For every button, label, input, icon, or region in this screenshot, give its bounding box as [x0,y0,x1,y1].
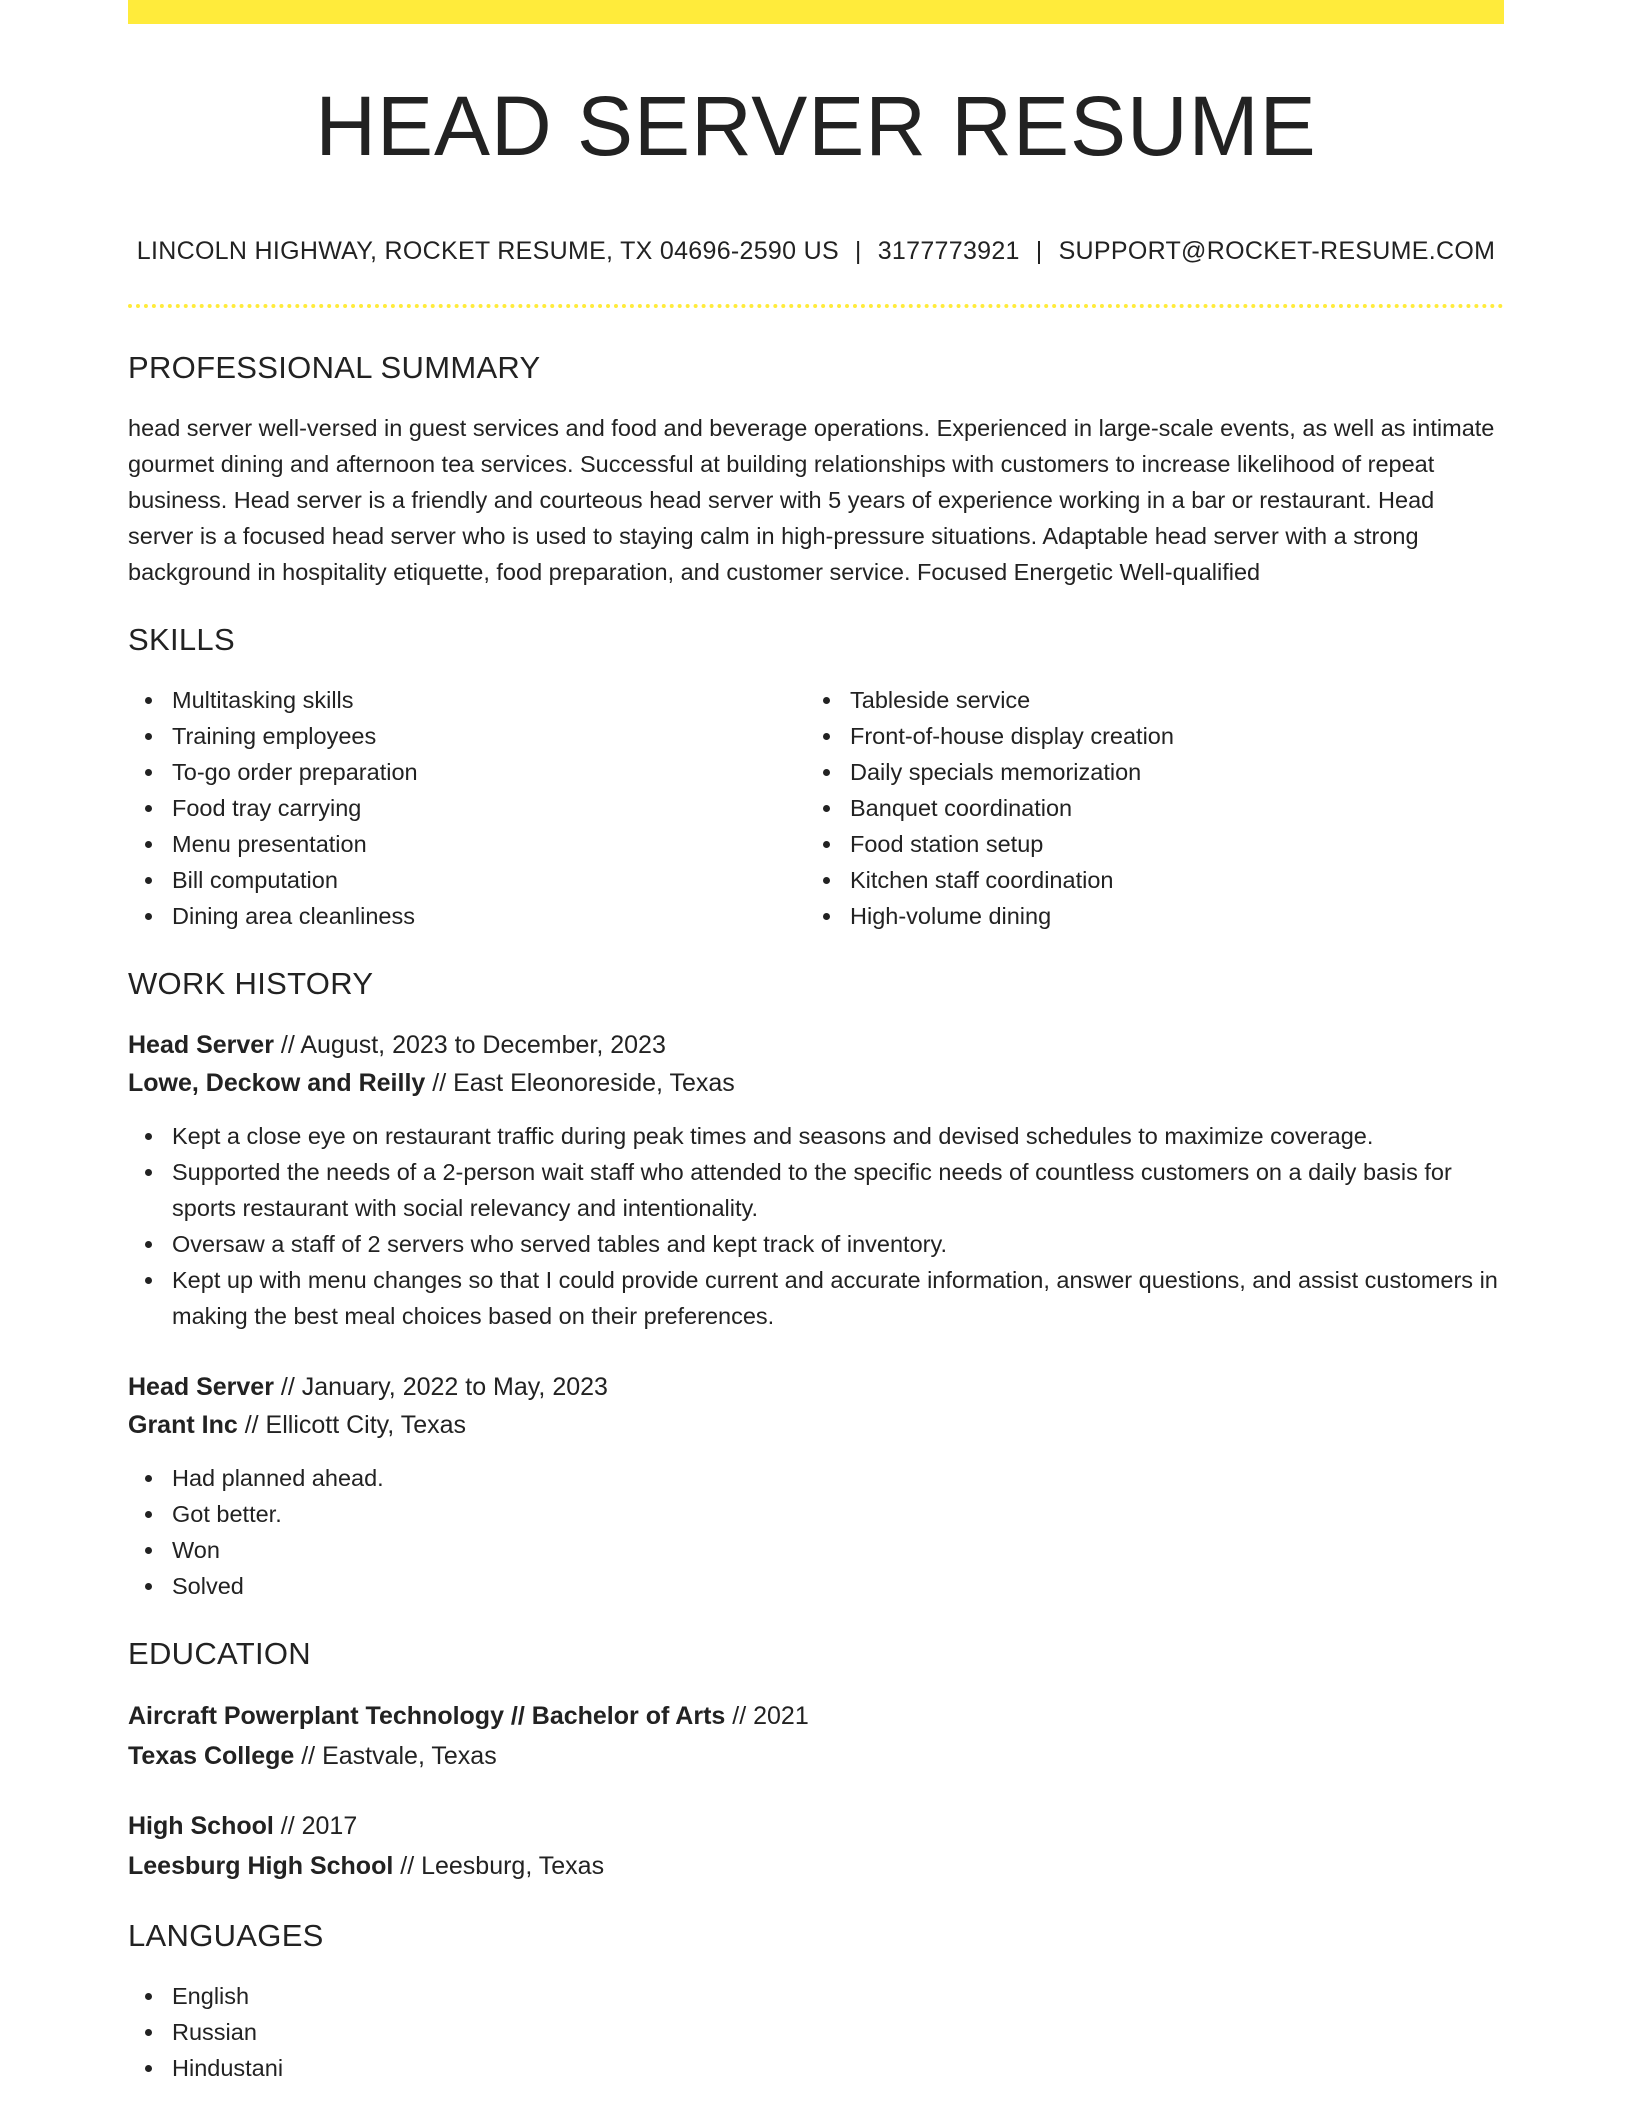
education-school: Leesburg High School [128,1852,394,1881]
job-entry [128,1368,1504,1604]
job-dates: // August, 2023 to December, 2023 [273,1031,666,1060]
skill-item: Menu presentation [172,826,806,862]
work-history-heading: WORK HISTORY [128,966,374,1002]
skills-left-column [128,682,806,934]
education-degree: High School [128,1812,274,1841]
job-bullet: Won [172,1532,1504,1568]
skill-item: Kitchen staff coordination [850,862,1484,898]
summary-text: head server well-versed in guest services and food and beverage operations. Experienced in large-scale events, as well as intimate gourmet dining and afternoon tea services. Successful at building relationships with customers to increase likelihood of repeat business. Head server is a friendly and courteous head server with 5 years of experience working in a bar or restaurant. Head server is a focused head server who is used to staying calm in high-pressure situations. Adaptable head server with a strong background in hospitality etiquette, food preparation, and customer service. Focused Energetic Well-qualified [128,415,1495,586]
education-entry [128,1696,1504,1776]
skills-right-list [806,682,1484,934]
language-item: Hindustani [172,2050,1504,2086]
job-dates: // January, 2022 to May, 2023 [273,1373,608,1402]
accent-top-bar [128,0,1504,24]
skill-item: Banquet coordination [850,790,1484,826]
job-bullets [128,1460,1504,1604]
job-bullet: Solved [172,1568,1504,1604]
skills-left-list [128,682,806,934]
education-school-line [128,1736,1504,1776]
resume-page [128,0,1504,2086]
contact-email: SUPPORT@ROCKET-RESUME.COM [1058,237,1496,266]
skills-heading: SKILLS [128,622,235,658]
languages-heading: LANGUAGES [128,1918,324,1954]
skill-item: Food tray carrying [172,790,806,826]
job-title: Head Server [128,1373,274,1402]
job-company-line [128,1406,1504,1444]
contact-address: LINCOLN HIGHWAY, ROCKET RESUME, TX 04696-2590 US [136,237,839,266]
language-item: Russian [172,2014,1504,2050]
summary-heading: PROFESSIONAL SUMMARY [128,350,541,386]
education-entry [128,1806,1504,1886]
contact-phone: 3177773921 [877,237,1020,266]
contact-line [128,234,1504,268]
education-location: // Eastvale, Texas [294,1742,497,1771]
job-company: Grant Inc [128,1411,238,1440]
job-bullet: Kept a close eye on restaurant traffic during peak times and seasons and devised schedules to maximize coverage. [172,1118,1504,1154]
job-bullet: Had planned ahead. [172,1460,1504,1496]
education-school: Texas College [128,1742,295,1771]
skill-item: Bill computation [172,862,806,898]
education-location: // Leesburg, Texas [393,1852,605,1881]
education-degree-line [128,1806,1504,1846]
languages-list [128,1978,1504,2086]
skill-item: High-volume dining [850,898,1484,934]
job-bullet: Kept up with menu changes so that I could provide current and accurate information, answer questions, and assist customers in making the best meal choices based on their preferences. [172,1262,1504,1334]
skill-item: Daily specials memorization [850,754,1484,790]
contact-separator: | [1035,237,1043,266]
job-bullets [128,1118,1504,1334]
education-year: // 2021 [725,1702,809,1731]
job-bullet: Oversaw a staff of 2 servers who served tables and kept track of inventory. [172,1226,1504,1262]
education-heading: EDUCATION [128,1636,311,1672]
job-company: Lowe, Deckow and Reilly [128,1069,426,1098]
resume-title: HEAD SERVER RESUME [315,79,1317,173]
job-location: // East Eleonoreside, Texas [425,1069,735,1098]
education-year: // 2017 [273,1812,358,1841]
job-entry [128,1026,1504,1334]
language-item: English [172,1978,1504,2014]
skill-item: Dining area cleanliness [172,898,806,934]
skill-item: Front-of-house display creation [850,718,1484,754]
job-title-line [128,1026,1504,1064]
job-bullet: Got better. [172,1496,1504,1532]
skills-columns [128,682,1504,934]
job-company-line [128,1064,1504,1102]
job-bullet: Supported the needs of a 2-person wait staff who attended to the specific needs of countless customers on a daily basis for sports restaurant with social relevancy and intentionality. [172,1154,1504,1226]
job-title: Head Server [128,1031,274,1060]
skills-right-column [806,682,1484,934]
skill-item: Food station setup [850,826,1484,862]
skill-item: Tableside service [850,682,1484,718]
dotted-divider [128,304,1504,308]
skill-item: Training employees [172,718,806,754]
skill-item: Multitasking skills [172,682,806,718]
skill-item: To-go order preparation [172,754,806,790]
education-degree: Aircraft Powerplant Technology // Bachelor of Arts [128,1702,726,1731]
contact-separator: | [854,237,862,266]
job-title-line [128,1368,1504,1406]
job-location: // Ellicott City, Texas [237,1411,467,1440]
education-degree-line [128,1696,1504,1736]
education-school-line [128,1846,1504,1886]
